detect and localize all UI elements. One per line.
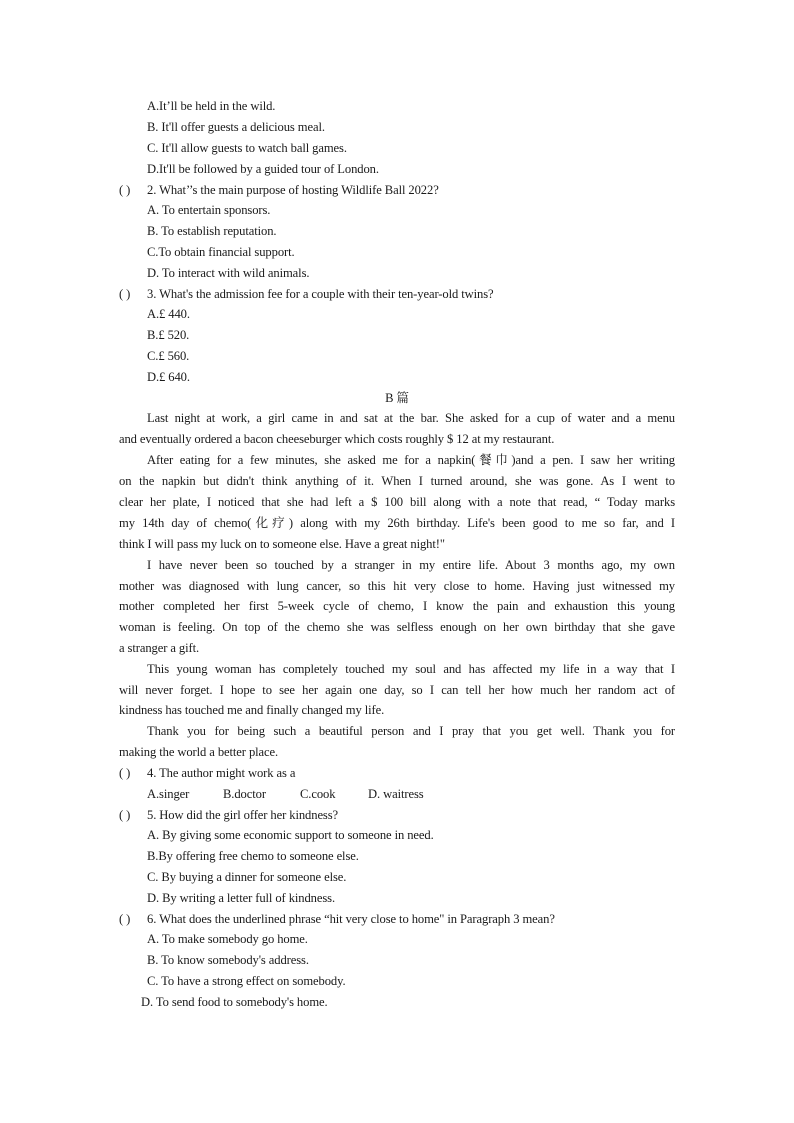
- q5-option-b: B.By offering free chemo to someone else.: [147, 849, 359, 863]
- passage-line: I have never been so touched by a stranger in my entire life. About 3 months ago, my own: [147, 558, 675, 572]
- passage-line: on the napkin but didn't think anything of it. When I turned around, she was gone. As I went to: [119, 474, 675, 488]
- passage-line: clear her plate, I noticed that she had left a $ 100 bill along with a note that read, “ Today marks: [119, 495, 675, 509]
- answer-blank[interactable]: ( ): [119, 287, 131, 301]
- q1-option-b: B. It'll offer guests a delicious meal.: [147, 120, 325, 134]
- passage-line: mother completed her first 5-week cycle of chemo, I know the pain and exhaustion this young: [119, 599, 675, 613]
- q6-option-c: C. To have a strong effect on somebody.: [147, 974, 346, 988]
- question-text: 2. What’’s the main purpose of hosting Wildlife Ball 2022?: [147, 183, 439, 197]
- q3-option-d: D.£ 640.: [147, 370, 190, 384]
- q1-option-c: C. It'll allow guests to watch ball games.: [147, 141, 347, 155]
- answer-blank[interactable]: ( ): [119, 183, 131, 197]
- q2-option-a: A. To entertain sponsors.: [147, 203, 271, 217]
- q5-option-a: A. By giving some economic support to someone in need.: [147, 828, 434, 842]
- q3-option-b: B.£ 520.: [147, 328, 190, 342]
- passage-line: After eating for a few minutes, she asked me for a napkin(餐巾)and a pen. I saw her writing: [147, 453, 675, 467]
- q5-option-c: C. By buying a dinner for someone else.: [147, 870, 347, 884]
- passage-line: woman is feeling. On top of the chemo she was selfless enough on her own birthday that she gave: [119, 620, 675, 634]
- question-text: 5. How did the girl offer her kindness?: [147, 808, 339, 822]
- question-text: 3. What's the admission fee for a couple with their ten-year-old twins?: [147, 287, 494, 301]
- passage-line: mother was diagnosed with lung cancer, so this hit very close to home. Having just witnessed my: [119, 579, 675, 593]
- passage-line: Last night at work, a girl came in and sat at the bar. She asked for a cup of water and a menu: [147, 411, 675, 425]
- question-5: [119, 805, 338, 825]
- q3-option-c: C.£ 560.: [147, 349, 190, 363]
- question-3: [119, 284, 494, 304]
- passage-line: and eventually ordered a bacon cheeseburger which costs roughly $ 12 at my restaurant.: [119, 432, 555, 446]
- q4-option-c: C.cook: [300, 787, 336, 801]
- passage-line: making the world a better place.: [119, 745, 279, 759]
- passage-line: Thank you for being such a beautiful person and I pray that you get well. Thank you for: [147, 724, 675, 738]
- q4-options: [147, 784, 424, 804]
- q2-option-d: D. To interact with wild animals.: [147, 266, 310, 280]
- answer-blank[interactable]: ( ): [119, 766, 131, 780]
- question-4: [119, 763, 295, 783]
- q5-option-d: D. By writing a letter full of kindness.: [147, 891, 336, 905]
- answer-blank[interactable]: ( ): [119, 912, 131, 926]
- answer-blank[interactable]: ( ): [119, 808, 131, 822]
- passage-line: kindness has touched me and finally changed my life.: [119, 703, 385, 717]
- q6-option-a: A. To make somebody go home.: [147, 932, 308, 946]
- q1-option-d: D.It'll be followed by a guided tour of London.: [147, 162, 379, 176]
- passage-line: a stranger a gift.: [119, 641, 200, 655]
- question-text: 4. The author might work as a: [147, 766, 296, 780]
- passage-line: will never forget. I hope to see her again one day, so I can tell her how much her random act of: [119, 683, 675, 697]
- passage-line: This young woman has completely touched my soul and has affected my life in a way that I: [147, 662, 675, 676]
- passage-line: my 14th day of chemo(化疗) along with my 26th birthday. Life's been good to me so far, and I: [119, 516, 675, 530]
- q2-option-b: B. To establish reputation.: [147, 224, 277, 238]
- q2-option-c: C.To obtain financial support.: [147, 245, 295, 259]
- passage-line: think I will pass my luck on to someone else. Have a great night!": [119, 537, 445, 551]
- q4-option-b: B.doctor: [223, 787, 266, 801]
- question-2: [119, 180, 439, 200]
- q1-option-a: A.It’ll be held in the wild.: [147, 99, 276, 113]
- question-6: [119, 909, 555, 929]
- section-b-title: B 篇: [385, 391, 409, 405]
- q3-option-a: A.£ 440.: [147, 307, 190, 321]
- q6-option-d: D. To send food to somebody's home.: [141, 995, 328, 1009]
- q6-option-b: B. To know somebody's address.: [147, 953, 309, 967]
- q4-option-a: A.singer: [147, 787, 190, 801]
- q4-option-d: D. waitress: [368, 787, 424, 801]
- question-text: 6. What does the underlined phrase “hit very close to home" in Paragraph 3 mean?: [147, 912, 555, 926]
